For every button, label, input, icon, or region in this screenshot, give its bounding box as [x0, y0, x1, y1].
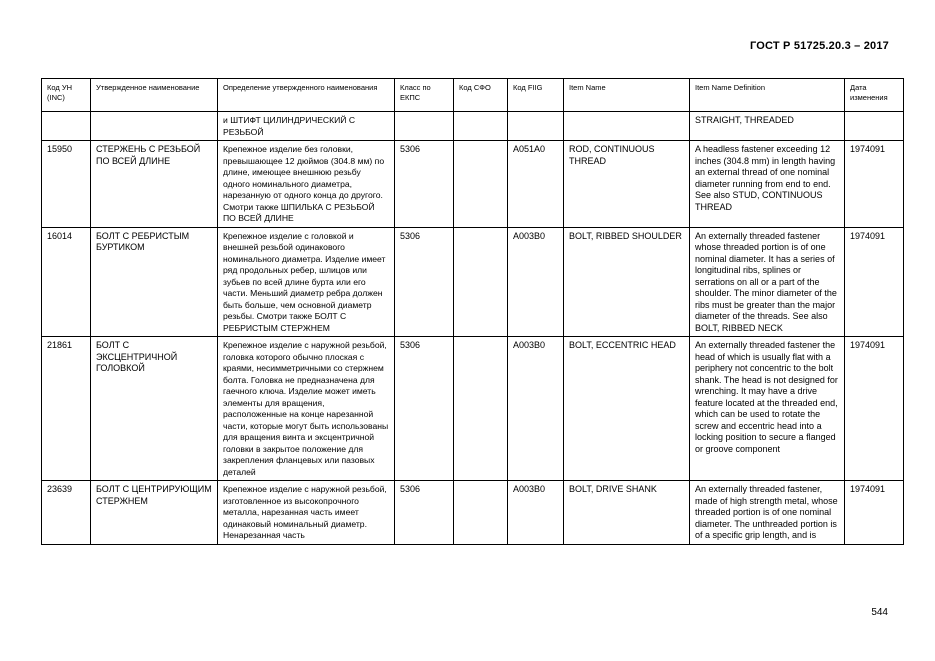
table-row	[42, 337, 904, 481]
cell-sfo	[454, 112, 508, 141]
cell-fiig: A051A0	[508, 141, 564, 228]
cell-inc	[42, 112, 91, 141]
cell-inc: 21861	[42, 337, 91, 481]
data-table	[41, 78, 904, 545]
cell-date: 1974091	[845, 481, 904, 545]
col-header-sfo: Код СФО	[454, 79, 508, 112]
table-row	[42, 141, 904, 228]
col-header-approved-name: Утвержденное наименование	[91, 79, 218, 112]
cell-definition: и ШТИФТ ЦИЛИНДРИЧЕСКИЙ С РЕЗЬБОЙ	[218, 112, 395, 141]
page-number: 544	[871, 607, 888, 618]
cell-definition: Крепежное изделие с наружной резьбой, изготовленное из высокопрочного металла, нарезанная часть имеет одинаковый номинальный диаметр. Ненарезанная часть	[218, 481, 395, 545]
cell-fiig: A003B0	[508, 481, 564, 545]
cell-class: 5306	[395, 141, 454, 228]
cell-inc: 23639	[42, 481, 91, 545]
cell-inc: 16014	[42, 227, 91, 337]
table-row	[42, 481, 904, 545]
cell-definition: Крепежное изделие с головкой и внешней резьбой одинакового номинального диаметра. Изделие имеет ряд продольных ребер, шлицов или зубьев по всей длине бурта или его части. Меньший диаметр ребра должен быть больше, чем основной диаметр резьбы. Смотри также БОЛТ С РЕБРИСТЫМ СТЕРЖНЕМ	[218, 227, 395, 337]
cell-item-definition: A headless fastener exceeding 12 inches (304.8 mm) in length having an external thread of one nominal diameter running from end to end. See also STUD, CONTINUOUS THREAD	[690, 141, 845, 228]
cell-date: 1974091	[845, 227, 904, 337]
document-id: ГОСТ Р 51725.20.3 – 2017	[749, 40, 889, 52]
table-header-row	[42, 79, 904, 112]
col-header-class: Класс по ЕКПС	[395, 79, 454, 112]
cell-class: 5306	[395, 227, 454, 337]
col-header-fiig: Код FIIG	[508, 79, 564, 112]
cell-approved-name: СТЕРЖЕНЬ С РЕЗЬБОЙ ПО ВСЕЙ ДЛИНЕ	[91, 141, 218, 228]
cell-date	[845, 112, 904, 141]
cell-fiig: A003B0	[508, 337, 564, 481]
cell-date: 1974091	[845, 141, 904, 228]
cell-approved-name: БОЛТ С РЕБРИСТЫМ БУРТИКОМ	[91, 227, 218, 337]
cell-approved-name: БОЛТ С ЭКСЦЕНТРИЧНОЙ ГОЛОВКОЙ	[91, 337, 218, 481]
cell-class: 5306	[395, 337, 454, 481]
col-header-item-name: Item Name	[564, 79, 690, 112]
cell-item-name: BOLT, RIBBED SHOULDER	[564, 227, 690, 337]
cell-item-name: BOLT, ECCENTRIC HEAD	[564, 337, 690, 481]
col-header-definition: Определение утвержденного наименования	[218, 79, 395, 112]
cell-item-name: ROD, CONTINUOUS THREAD	[564, 141, 690, 228]
cell-item-name	[564, 112, 690, 141]
col-header-inc: Код УН (INC)	[42, 79, 91, 112]
cell-sfo	[454, 141, 508, 228]
cell-fiig: A003B0	[508, 227, 564, 337]
table-row	[42, 227, 904, 337]
col-header-item-definition: Item Name Definition	[690, 79, 845, 112]
cell-item-definition: An externally threaded fastener, made of high strength metal, whose threaded portion is of one nominal diameter. The unthreaded portion is of a specific grip length, and is	[690, 481, 845, 545]
cell-fiig	[508, 112, 564, 141]
cell-approved-name	[91, 112, 218, 141]
cell-sfo	[454, 227, 508, 337]
cell-inc: 15950	[42, 141, 91, 228]
cell-item-definition: STRAIGHT, THREADED	[690, 112, 845, 141]
cell-definition: Крепежное изделие без головки, превышающее 12 дюймов (304.8 мм) по длине, имеющее внешнюю резьбу одного номинального диаметра, нарезанную от одного конца до другого. Смотри также ШПИЛЬКА С РЕЗЬБОЙ ПО ВСЕЙ ДЛИНЕ	[218, 141, 395, 228]
table-row-continued	[42, 112, 904, 141]
cell-class	[395, 112, 454, 141]
cell-item-definition: An externally threaded fastener whose threaded portion is of one nominal diameter. It has a series of longitudinal ribs, splines or serrations on all or a part of the shoulder. The minor diameter of the ribs must be greater than the major diameter of the threads. See also BOLT, RIBBED NECK	[690, 227, 845, 337]
cell-sfo	[454, 481, 508, 545]
cell-definition: Крепежное изделие с наружной резьбой, головка которого обычно плоская с краями, несимметричными со стержнем болта. Головка не предназначена для гаечного ключа. Изделие может иметь элементы для вращения, расположенные на конце нарезанной части, которые могут быть использованы для вращения винта и эксцентричной головки в закрытое положение для закрепления фланцевых или пазовых деталей	[218, 337, 395, 481]
cell-approved-name: БОЛТ С ЦЕНТРИРУЮЩИМ СТЕРЖНЕМ	[91, 481, 218, 545]
cell-date: 1974091	[845, 337, 904, 481]
cell-sfo	[454, 337, 508, 481]
cell-class: 5306	[395, 481, 454, 545]
col-header-date: Дата изменения	[845, 79, 904, 112]
cell-item-name: BOLT, DRIVE SHANK	[564, 481, 690, 545]
cell-item-definition: An externally threaded fastener the head of which is usually flat with a periphery not concentric to the bolt shank. The head is not designed for wrenching. It may have a drive feature located at the threaded end, which can be used to rotate the screw and eccentric head into a locking position to secure a flanged or groove component	[690, 337, 845, 481]
